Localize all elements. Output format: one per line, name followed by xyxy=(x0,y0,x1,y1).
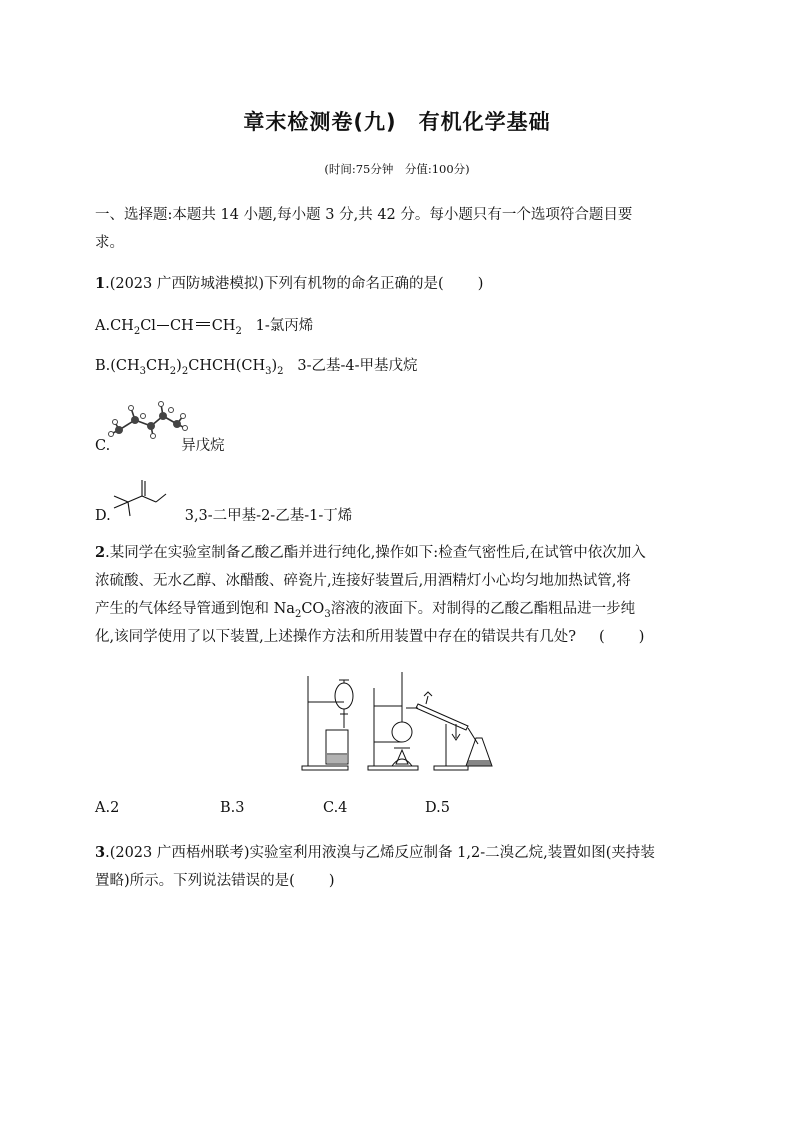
section-heading-line1: 一、选择题:本题共 14 小题,每小题 3 分,共 42 分。每小题只有一个选项符合题目要 xyxy=(95,207,633,223)
question-number: 1 xyxy=(95,275,106,292)
question-1-option-d: D. 3,3-二甲基-2-乙基-1-丁烯 xyxy=(95,508,353,524)
question-1-stem: 1.(2023 广西防城港模拟)下列有机物的命名正确的是( ) xyxy=(95,275,484,292)
lab-apparatus-diagram xyxy=(296,666,502,774)
question-1-option-b: $B.(CH_3CH_2)_2CHCH(CH_3)_2$ 3-乙基-4-甲基戊烷 xyxy=(95,358,418,377)
section-heading-line2: 求。 xyxy=(95,235,124,251)
question-2-line1: 2.某同学在实验室制备乙酸乙酯并进行纯化,操作如下:检查气密性后,在试管中依次加入 xyxy=(95,544,646,561)
question-number: 2 xyxy=(95,544,106,561)
question-2-line4: 化,该同学使用了以下装置,上述操作方法和所用装置中存在的错误共有几处? ( ) xyxy=(95,629,645,645)
question-1-option-c: C. 异戊烷 xyxy=(95,438,225,454)
question-3-line2: 置略)所示。下列说法错误的是( ) xyxy=(95,873,335,889)
question-2-option-d: D.5 xyxy=(425,800,450,816)
question-1-option-a: $A.CH_2Cl$ CH $CH_2$ 1-氯丙烯 xyxy=(95,318,314,337)
question-2-option-a: A.2 xyxy=(95,800,120,816)
question-2-line2: 浓硫酸、无水乙醇、冰醋酸、碎瓷片,连接好装置后,用酒精灯小心均匀地加热试管,将 xyxy=(95,573,631,589)
question-number: 3 xyxy=(95,844,106,861)
question-2-line3: 产生的气体经导管通到饱和 $Na_2CO_3$溶液的液面下。对制得的乙酸乙酯粗品进一步纯 xyxy=(95,601,636,620)
page-title: 章末检测卷(九) 有机化学基础 xyxy=(243,110,551,134)
question-2-option-c: C.4 xyxy=(323,800,348,816)
question-2-option-b: B.3 xyxy=(220,800,245,816)
question-3-line1: 3.(2023 广西梧州联考)实验室利用液溴与乙烯反应制备 1,2-二溴乙烷,装置如图(夹持装 xyxy=(95,844,655,861)
exam-info: (时间:75分钟 分值:100分) xyxy=(324,162,470,176)
